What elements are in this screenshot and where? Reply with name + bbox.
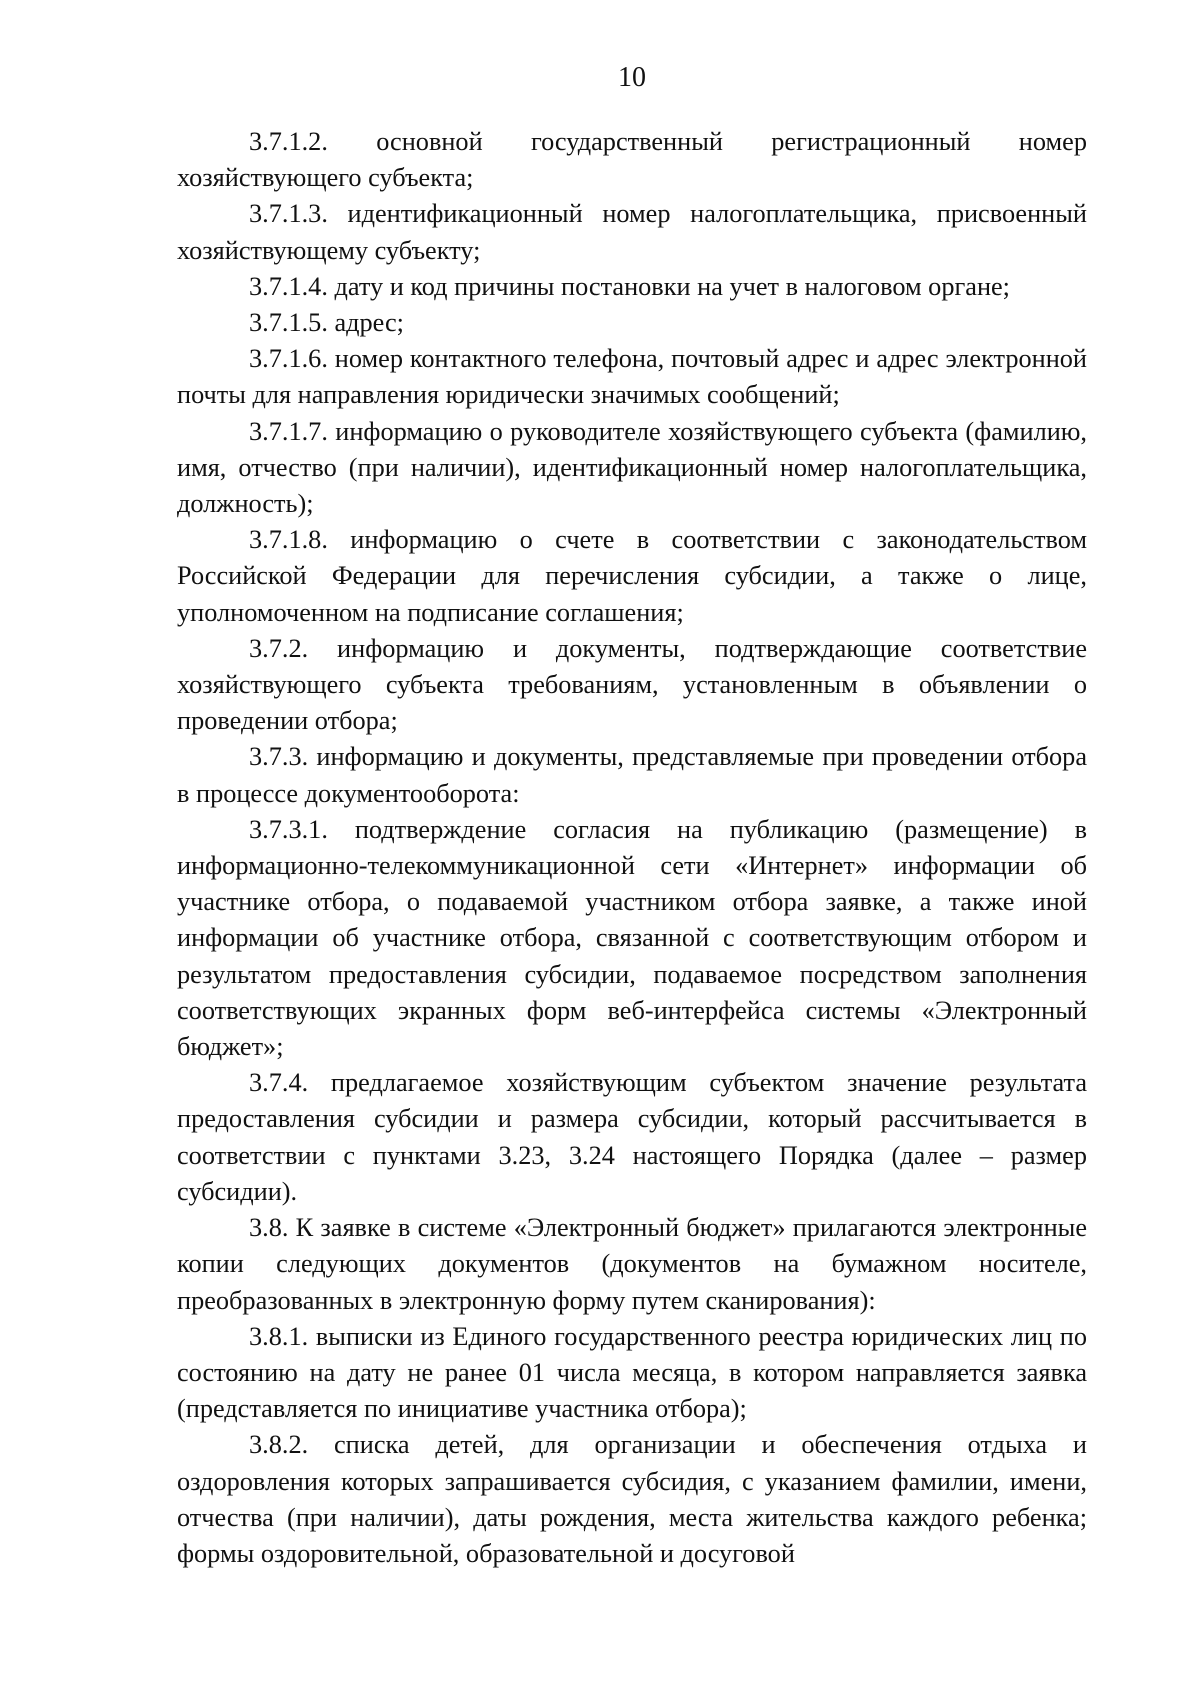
paragraph-3-7-1-6: 3.7.1.6. номер контактного телефона, почтовый адрес и адрес электронной почты для направления юридически значимых сообщений; bbox=[177, 344, 1087, 410]
paragraph-3-8-2: 3.8.2. списка детей, для организации и обеспечения отдыха и оздоровления которых запрашивается субсидия, с указанием фамилии, имени, отчества (при наличии), даты рождения, места жительства каждого ребенка; формы оздоровительной, образовательной и досуговой bbox=[177, 1430, 1087, 1568]
paragraph-3-7-2: 3.7.2. информацию и документы, подтверждающие соответствие хозяйствующего субъекта требованиям, установленным в объявлении о проведении отбора; bbox=[177, 633, 1087, 736]
paragraph-3-7-1-8: 3.7.1.8. информацию о счете в соответствии с законодательством Российской Федерации для перечисления субсидии, а также о лице, уполномоченном на подписание соглашения; bbox=[177, 525, 1087, 627]
page-number: 10 bbox=[618, 62, 646, 93]
paragraph-3-7-1-3: 3.7.1.3. идентификационный номер налогоплательщика, присвоенный хозяйствующему субъекту; bbox=[177, 199, 1087, 265]
paragraph-3-8: 3.8. К заявке в системе «Электронный бюджет» прилагаются электронные копии следующих документов (документов на бумажном носителе, преобразованных в электронную форму путем сканирования): bbox=[177, 1213, 1087, 1315]
paragraph-3-7-3: 3.7.3. информацию и документы, представляемые при проведении отбора в процессе документооборота: bbox=[177, 742, 1087, 808]
paragraph-3-7-1-2: 3.7.1.2. основной государственный регистрационный номер хозяйствующего субъекта; bbox=[177, 127, 1087, 193]
paragraph-3-7-1-7: 3.7.1.7. информацию о руководителе хозяйствующего субъекта (фамилию, имя, отчество (при наличии), идентификационный номер налогоплательщика, должность); bbox=[177, 416, 1087, 519]
paragraph-3-7-3-1: 3.7.3.1. подтверждение согласия на публикацию (размещение) в информационно-телекоммуникационной сети «Интернет» информации об участнике отбора, о подаваемой участником отбора заявке, а также иной информации об участнике отбора, связанной с соответствующим отбором и результатом предоставления субсидии, подаваемое посредством заполнения соответствующих экранных форм веб-интерфейса системы «Электронный бюджет»; bbox=[177, 814, 1087, 1062]
paragraph-3-7-1-5: 3.7.1.5. адрес; bbox=[249, 308, 404, 338]
paragraph-3-8-1: 3.8.1. выписки из Единого государственного реестра юридических лиц по состоянию на дату не ранее 01 числа месяца, в котором направляется заявка (представляется по инициативе участника отбора); bbox=[177, 1321, 1087, 1424]
paragraph-3-7-1-4: 3.7.1.4. дату и код причины постановки на учет в налоговом органе; bbox=[249, 271, 1010, 301]
document-body bbox=[177, 124, 1087, 1572]
paragraph-3-7-4: 3.7.4. предлагаемое хозяйствующим субъектом значение результата предоставления субсидии и размера субсидии, который рассчитывается в соответствии с пунктами 3.23, 3.24 настоящего Порядка (далее – размер субсидии). bbox=[177, 1068, 1087, 1206]
